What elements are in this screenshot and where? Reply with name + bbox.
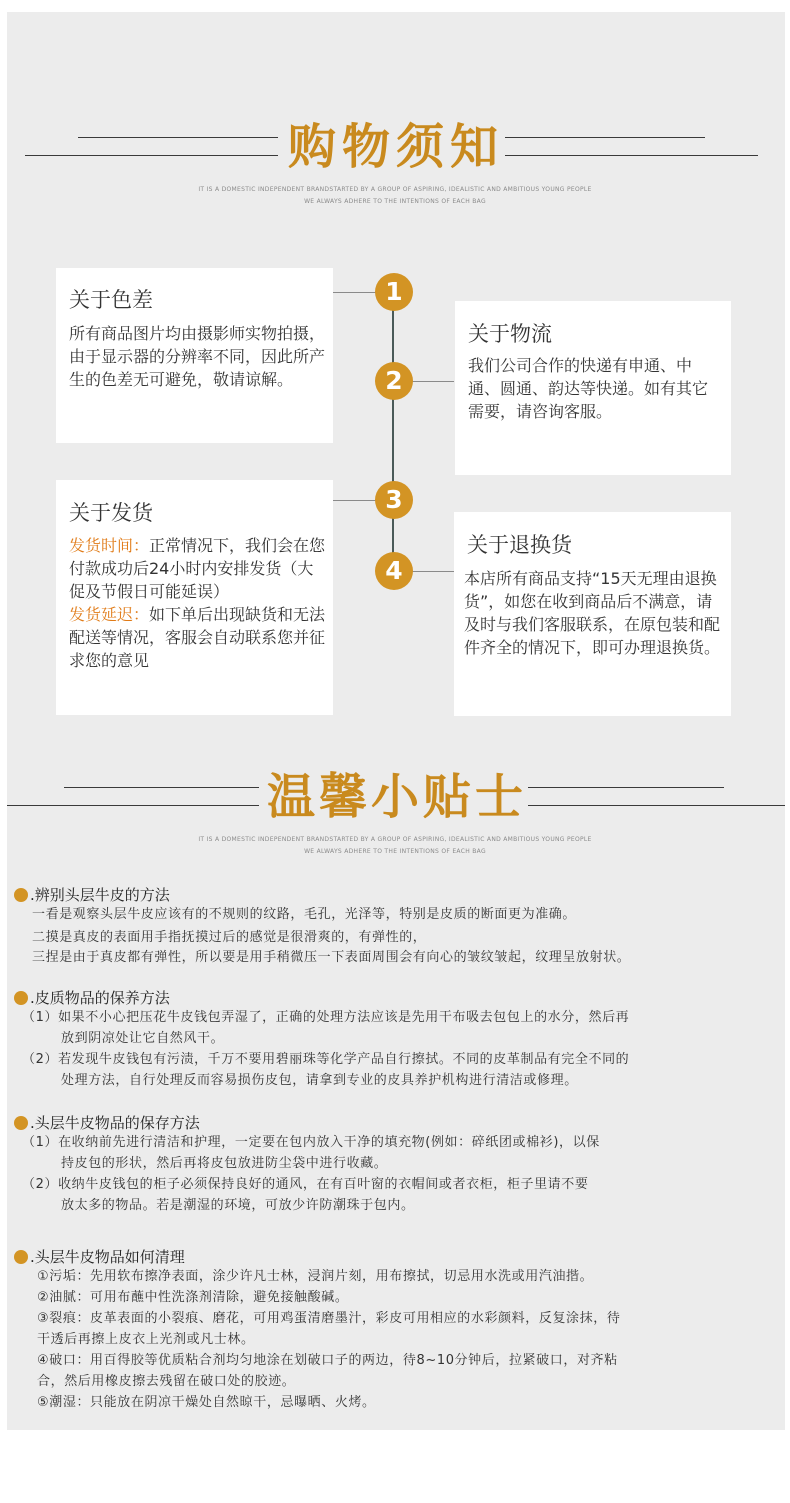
tip-text: （1）在收纳前先进行清洁和护理，一定要在包内放入干净的填充物(例如：碎纸团或棉衫)，以保 <box>22 1135 600 1150</box>
tip-text: 二摸是真皮的表面用手指抚摸过后的感觉是很滑爽的，有弹性的， <box>32 930 427 945</box>
tip-text: 持皮包的形状，然后再将皮包放进防尘袋中进行收藏。 <box>61 1156 388 1171</box>
tip-text: ②油腻：可用布蘸中性洗涤剂清除，避免接触酸碱。 <box>37 1290 349 1305</box>
card-returns <box>454 512 731 716</box>
tip-text: 合，然后用橡皮擦去残留在破口处的胶迹。 <box>37 1374 296 1389</box>
tip-text: ①污垢：先用软布擦净表面，涂少许凡士林，浸润片刻，用布擦拭，切忌用水洗或用汽油揩。 <box>37 1269 594 1284</box>
tip-heading: .辨别头层牛皮的方法 <box>14 885 170 905</box>
connector-4 <box>412 571 454 572</box>
card-logistics <box>455 301 731 475</box>
title-rule-left-upper <box>78 137 278 138</box>
card-title: 关于退换货 <box>467 533 572 557</box>
tip-text: ⑤潮湿：只能放在阴凉干燥处自然晾干，忌曝晒、火烤。 <box>37 1395 376 1410</box>
timeline-line <box>392 292 394 572</box>
step-number-1: 1 <box>375 273 413 311</box>
title2-rule-right-lower <box>528 805 785 806</box>
content-panel <box>7 12 785 1430</box>
tip-text: （1）如果不小心把压花牛皮钱包弄湿了，正确的处理方法应该是先用干布吸去包包上的水分，然后再 <box>22 1010 630 1025</box>
bullet-dot-icon <box>14 1250 28 1264</box>
title2-rule-left-upper <box>64 787 259 788</box>
tip-text: ④破口：用百得胶等优质粘合剂均匀地涂在划破口子的两边，待8~10分钟后，拉紧破口，对齐粘 <box>37 1353 618 1368</box>
step-number-2: 2 <box>375 362 413 400</box>
shipping-time-text: 正常情况下，我们会在您付款成功后24小时内安排发货（大促及节假日可能延误） <box>69 536 326 601</box>
connector-2 <box>412 381 454 382</box>
brand-tagline-2: WE ALWAYS ADHERE TO THE INTENTIONS OF EACH BAG <box>304 198 486 205</box>
card-shipping <box>56 480 333 715</box>
tip-heading: .头层牛皮物品的保存方法 <box>14 1113 200 1133</box>
card-body: 我们公司合作的快递有申通、中通、圆通、韵达等快递。如有其它需要，请咨询客服。 <box>468 356 709 421</box>
brand-tagline-2: WE ALWAYS ADHERE TO THE INTENTIONS OF EACH BAG <box>304 848 486 855</box>
card-body: 所有商品图片均由摄影师实物拍摄，由于显示器的分辨率不同，因此所产生的色差无可避免，敬请谅解。 <box>69 324 326 389</box>
tip-text: （2）收纳牛皮钱包的柜子必须保持良好的通风，在有百叶窗的衣帽间或者衣柜，柜子里请不要 <box>22 1177 589 1192</box>
tip-text: （2）若发现牛皮钱包有污渍，千万不要用碧丽珠等化学产品自行擦拭。不同的皮革制品有完全不同的 <box>22 1052 630 1067</box>
card-title: 关于色差 <box>69 288 153 312</box>
shipping-delay-text: 如下单后出现缺货和无法配送等情况，客服会自动联系您并征求您的意见 <box>69 605 326 670</box>
tip-text: 放到阴凉处让它自然风干。 <box>61 1031 225 1046</box>
tip-heading: .头层牛皮物品如何清理 <box>14 1247 185 1267</box>
step-number-4: 4 <box>375 552 413 590</box>
tip-text: 三捏是由于真皮都有弹性，所以要是用手稍微压一下表面周围会有向心的皱纹皱起，纹理呈放射状。 <box>32 950 631 965</box>
title2-rule-left-lower <box>7 805 259 806</box>
card-title: 关于物流 <box>468 322 552 346</box>
tip-text: 干透后再擦上皮衣上光剂或凡士林。 <box>37 1332 255 1347</box>
title-rule-left-lower <box>25 155 278 156</box>
tip-heading: .皮质物品的保养方法 <box>14 988 170 1008</box>
step-number-3: 3 <box>375 481 413 519</box>
card-color-difference <box>56 268 333 443</box>
title-rule-right-lower <box>505 155 758 156</box>
bullet-dot-icon <box>14 991 28 1005</box>
tip-text: 放太多的物品。若是潮湿的环境，可放少许防潮珠于包内。 <box>61 1198 415 1213</box>
title-rule-right-upper <box>505 137 705 138</box>
tip-text: 一看是观察头层牛皮应该有的不规则的纹路，毛孔，光泽等，特别是皮质的断面更为准确。 <box>32 907 577 922</box>
card-body: 本店所有商品支持“15天无理由退换货”，如您在收到商品后不满意，请及时与我们客服联系，在原包装和配件齐全的情况下，即可办理退换货。 <box>464 569 721 657</box>
bullet-dot-icon <box>14 1116 28 1130</box>
tip-text: ③裂痕：皮革表面的小裂痕、磨花，可用鸡蛋清磨墨汁，彩皮可用相应的水彩颜料，反复涂抹，待 <box>37 1311 621 1326</box>
title2-rule-right-upper <box>528 787 724 788</box>
card-body <box>69 534 327 672</box>
brand-tagline: IT IS A DOMESTIC INDEPENDENT BRANDSTARTED BY A GROUP OF ASPIRING, IDEALISTIC AND AMBITIOUS YOUNG PEOPLE <box>198 186 592 193</box>
tips-title: 温馨小贴士 <box>267 769 528 825</box>
shipping-delay-label: 发货延迟： <box>69 605 150 624</box>
card-title: 关于发货 <box>69 501 153 525</box>
connector-1 <box>333 292 378 293</box>
bullet-dot-icon <box>14 888 28 902</box>
shipping-time-label: 发货时间： <box>69 536 150 555</box>
connector-3 <box>333 500 378 501</box>
tip-text: 处理方法，自行处理反而容易损伤皮包，请拿到专业的皮具养护机构进行清洁或修理。 <box>61 1073 578 1088</box>
brand-tagline: IT IS A DOMESTIC INDEPENDENT BRANDSTARTED BY A GROUP OF ASPIRING, IDEALISTIC AND AMBITIOUS YOUNG PEOPLE <box>198 836 592 843</box>
shopping-notice-title: 购物须知 <box>288 119 505 175</box>
